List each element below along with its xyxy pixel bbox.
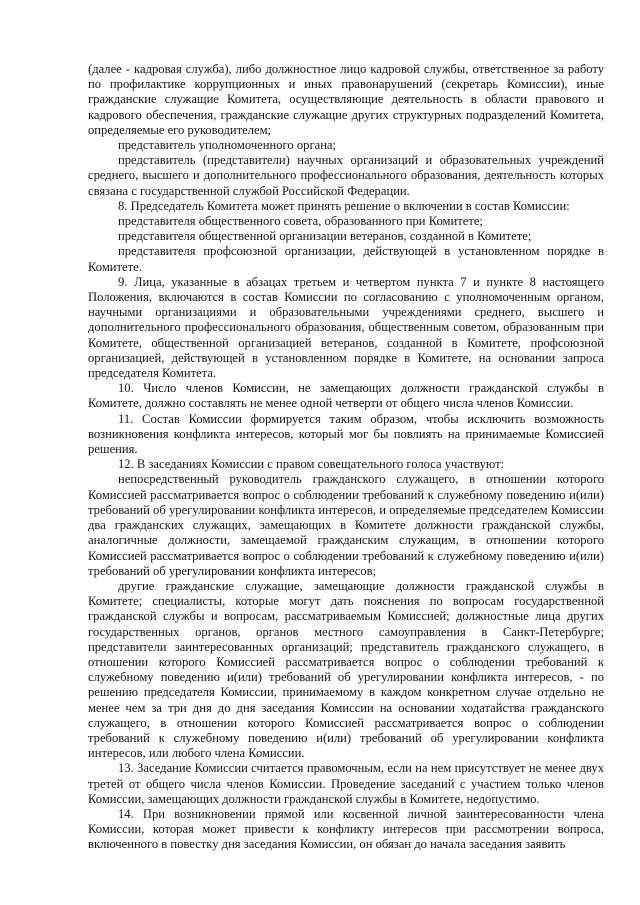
paragraph: 14. При возникновении прямой или косвенной личной заинтересованности члена Комиссии, которая может привести к конфликту интересов при рассмотрении вопроса, включенного в повестку дня заседания Комиссии, он обязан до начала заседания заявить <box>88 806 604 852</box>
paragraph: представителя общественного совета, образованного при Комитете; <box>118 214 483 229</box>
document-page <box>88 62 604 853</box>
paragraph: 9. Лица, указанные в абзацах третьем и четвертом пункта 7 и пункте 8 настоящего Положения, включаются в состав Комиссии по согласованию с уполномоченным органом, научными организациями и образовательными учреждениями среднего, высшего и дополнительного профессионального образования, общественным советом, образованным при Комитете, общественной организацией ветеранов, созданной в Комитете, профсоюзной организацией, действующей в установленном порядке в Комитете, на основании запроса председателя Комитета. <box>88 274 604 381</box>
paragraph: непосредственный руководитель гражданского служащего, в отношении которого Комиссией рассматривается вопрос о соблюдении требований к служебному поведению и(или) требований об урегулировании конфликта интересов, и определяемые председателем Комиссии два гражданских служащих, замещающих в Комитете должности гражданской службы, аналогичные должности, замещаемой гражданским служащим, в отношении которого Комиссией рассматривается вопрос о соблюдении требований к служебному поведению и(или) требований об урегулировании конфликта интересов; <box>88 472 604 578</box>
paragraph: представитель уполномоченного органа; <box>118 138 337 153</box>
paragraph: 11. Состав Комиссии формируется таким образом, чтобы исключить возможность возникновения конфликта интересов, который мог бы повлиять на принимаемые Комиссией решения. <box>88 411 604 457</box>
paragraph: другие гражданские служащие, замещающие должности гражданской службы в Комитете; специалисты, которые могут дать пояснения по вопросам государственной гражданской службы и вопросам, рассматриваемым Комиссией; должностные лица других государственных органов, органов местного самоуправления в Санкт-Петербурге; представители заинтересованных организаций; представитель гражданского служащего, в отношении которого Комиссией рассматривается вопрос о соблюдении требований к служебному поведению и(или) требований об урегулировании конфликта интересов, - по решению председателя Комиссии, принимаемому в каждом конкретном случае отдельно не менее чем за три дня до дня заседания Комиссии на основании ходатайства гражданского служащего, в отношении которого Комиссией рассматривается вопрос о соблюдении требований к служебному поведению и(или) требований об урегулировании конфликта интересов, или любого члена Комиссии. <box>88 578 604 761</box>
paragraph: 12. В заседаниях Комиссии с правом совещательного голоса участвуют: <box>118 457 505 472</box>
paragraph: представитель (представители) научных организаций и образовательных учреждений среднего, высшего и дополнительного профессионального образования, деятельность которых связана с государственной службой Российской Федерации. <box>88 153 604 198</box>
paragraph: представителя профсоюзной организации, действующей в установленном порядке в Комитете. <box>88 244 604 274</box>
paragraph: 13. Заседание Комиссии считается правомочным, если на нем присутствует не менее двух третей от общего числа членов Комиссии. Проведение заседаний с участием только членов Комиссии, замещающих должности гражданской службы в Комитете, недопустимо. <box>88 761 604 806</box>
paragraph: представителя общественной организации ветеранов, созданной в Комитете; <box>118 229 532 244</box>
paragraph: (далее - кадровая служба), либо должностное лицо кадровой службы, ответственное за работу по профилактике коррупционных и иных правонарушений (секретарь Комиссии), иные гражданские служащие Комитета, осуществляющие деятельность в области правового и кадрового обеспечения, гражданские служащие других структурных подразделений Комитета, определяемые его руководителем; <box>88 62 604 137</box>
paragraph: 8. Председатель Комитета может принять решение о включении в состав Комиссии: <box>118 198 570 213</box>
paragraph: 10. Число членов Комиссии, не замещающих должности гражданской службы в Комитете, должно составлять не менее одной четверти от общего числа членов Комиссии. <box>88 381 604 411</box>
